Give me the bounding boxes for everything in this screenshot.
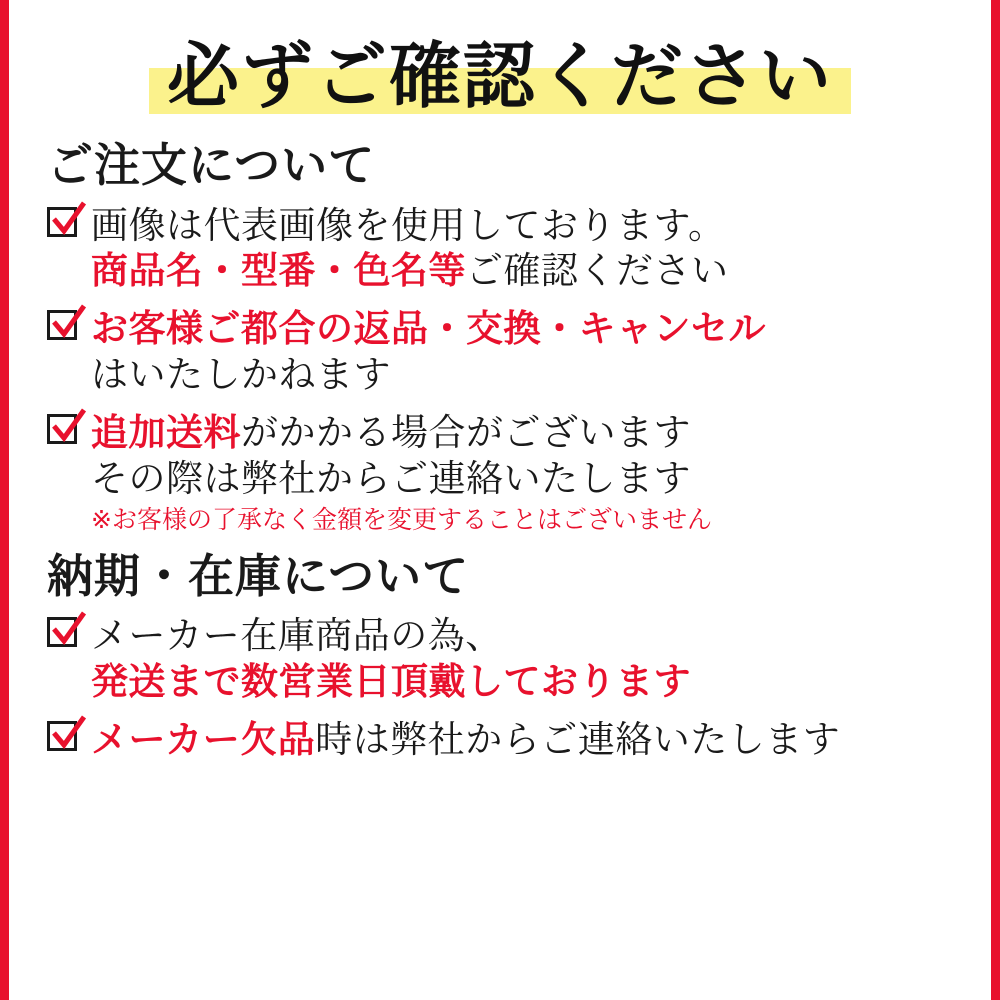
list-line-red: メーカー欠品 [91, 718, 316, 762]
notice-content [9, 0, 991, 1000]
list-line: はいたしかねます [91, 353, 391, 397]
right-red-border [991, 0, 1000, 1000]
list-item [47, 410, 991, 535]
list-line-red: 商品名・型番・色名等 [91, 249, 466, 293]
left-red-border [0, 0, 9, 1000]
list-line [91, 717, 991, 763]
list-item-text [91, 410, 991, 535]
list-item [47, 306, 991, 398]
checkbox-checked-icon [47, 414, 85, 452]
list-line: メーカー在庫商品の為、 [91, 614, 503, 658]
page-title: 必ずご確認ください [149, 34, 851, 122]
section-orders [9, 140, 991, 535]
list-item-text [91, 306, 991, 398]
section-delivery-stock [9, 548, 991, 763]
checkbox-checked-icon [47, 617, 85, 655]
list-line [91, 410, 991, 456]
checkbox-checked-icon [47, 721, 85, 759]
list-line: その際は弊社からご連絡いたします [91, 456, 691, 500]
list-line-black: がかかる場合がございます [241, 411, 691, 455]
list-item [47, 717, 991, 763]
list-line: 画像は代表画像を使用しております。 [91, 203, 726, 247]
section-heading-orders: ご注文について [47, 138, 376, 192]
list-item [47, 613, 991, 705]
list-item-text [91, 717, 991, 763]
list-item-text [91, 203, 991, 295]
list-item [47, 203, 991, 295]
list-item-text [91, 613, 991, 705]
checkbox-checked-icon [47, 207, 85, 245]
list-line-black: ご確認ください [466, 249, 729, 293]
title-area [9, 34, 991, 122]
list-line [91, 248, 991, 294]
list-line: 発送まで数営業日頂戴しております [91, 660, 691, 704]
list-line: お客様ご都合の返品・交換・キャンセル [91, 307, 766, 351]
section-heading-delivery-stock: 納期・在庫について [47, 548, 470, 603]
list-line-black: 時は弊社からご連絡いたします [315, 718, 841, 762]
checkbox-checked-icon [47, 310, 85, 348]
list-line-note: ※お客様の了承なく金額を変更することはございません [91, 504, 712, 534]
list-line-red: 追加送料 [91, 411, 241, 455]
